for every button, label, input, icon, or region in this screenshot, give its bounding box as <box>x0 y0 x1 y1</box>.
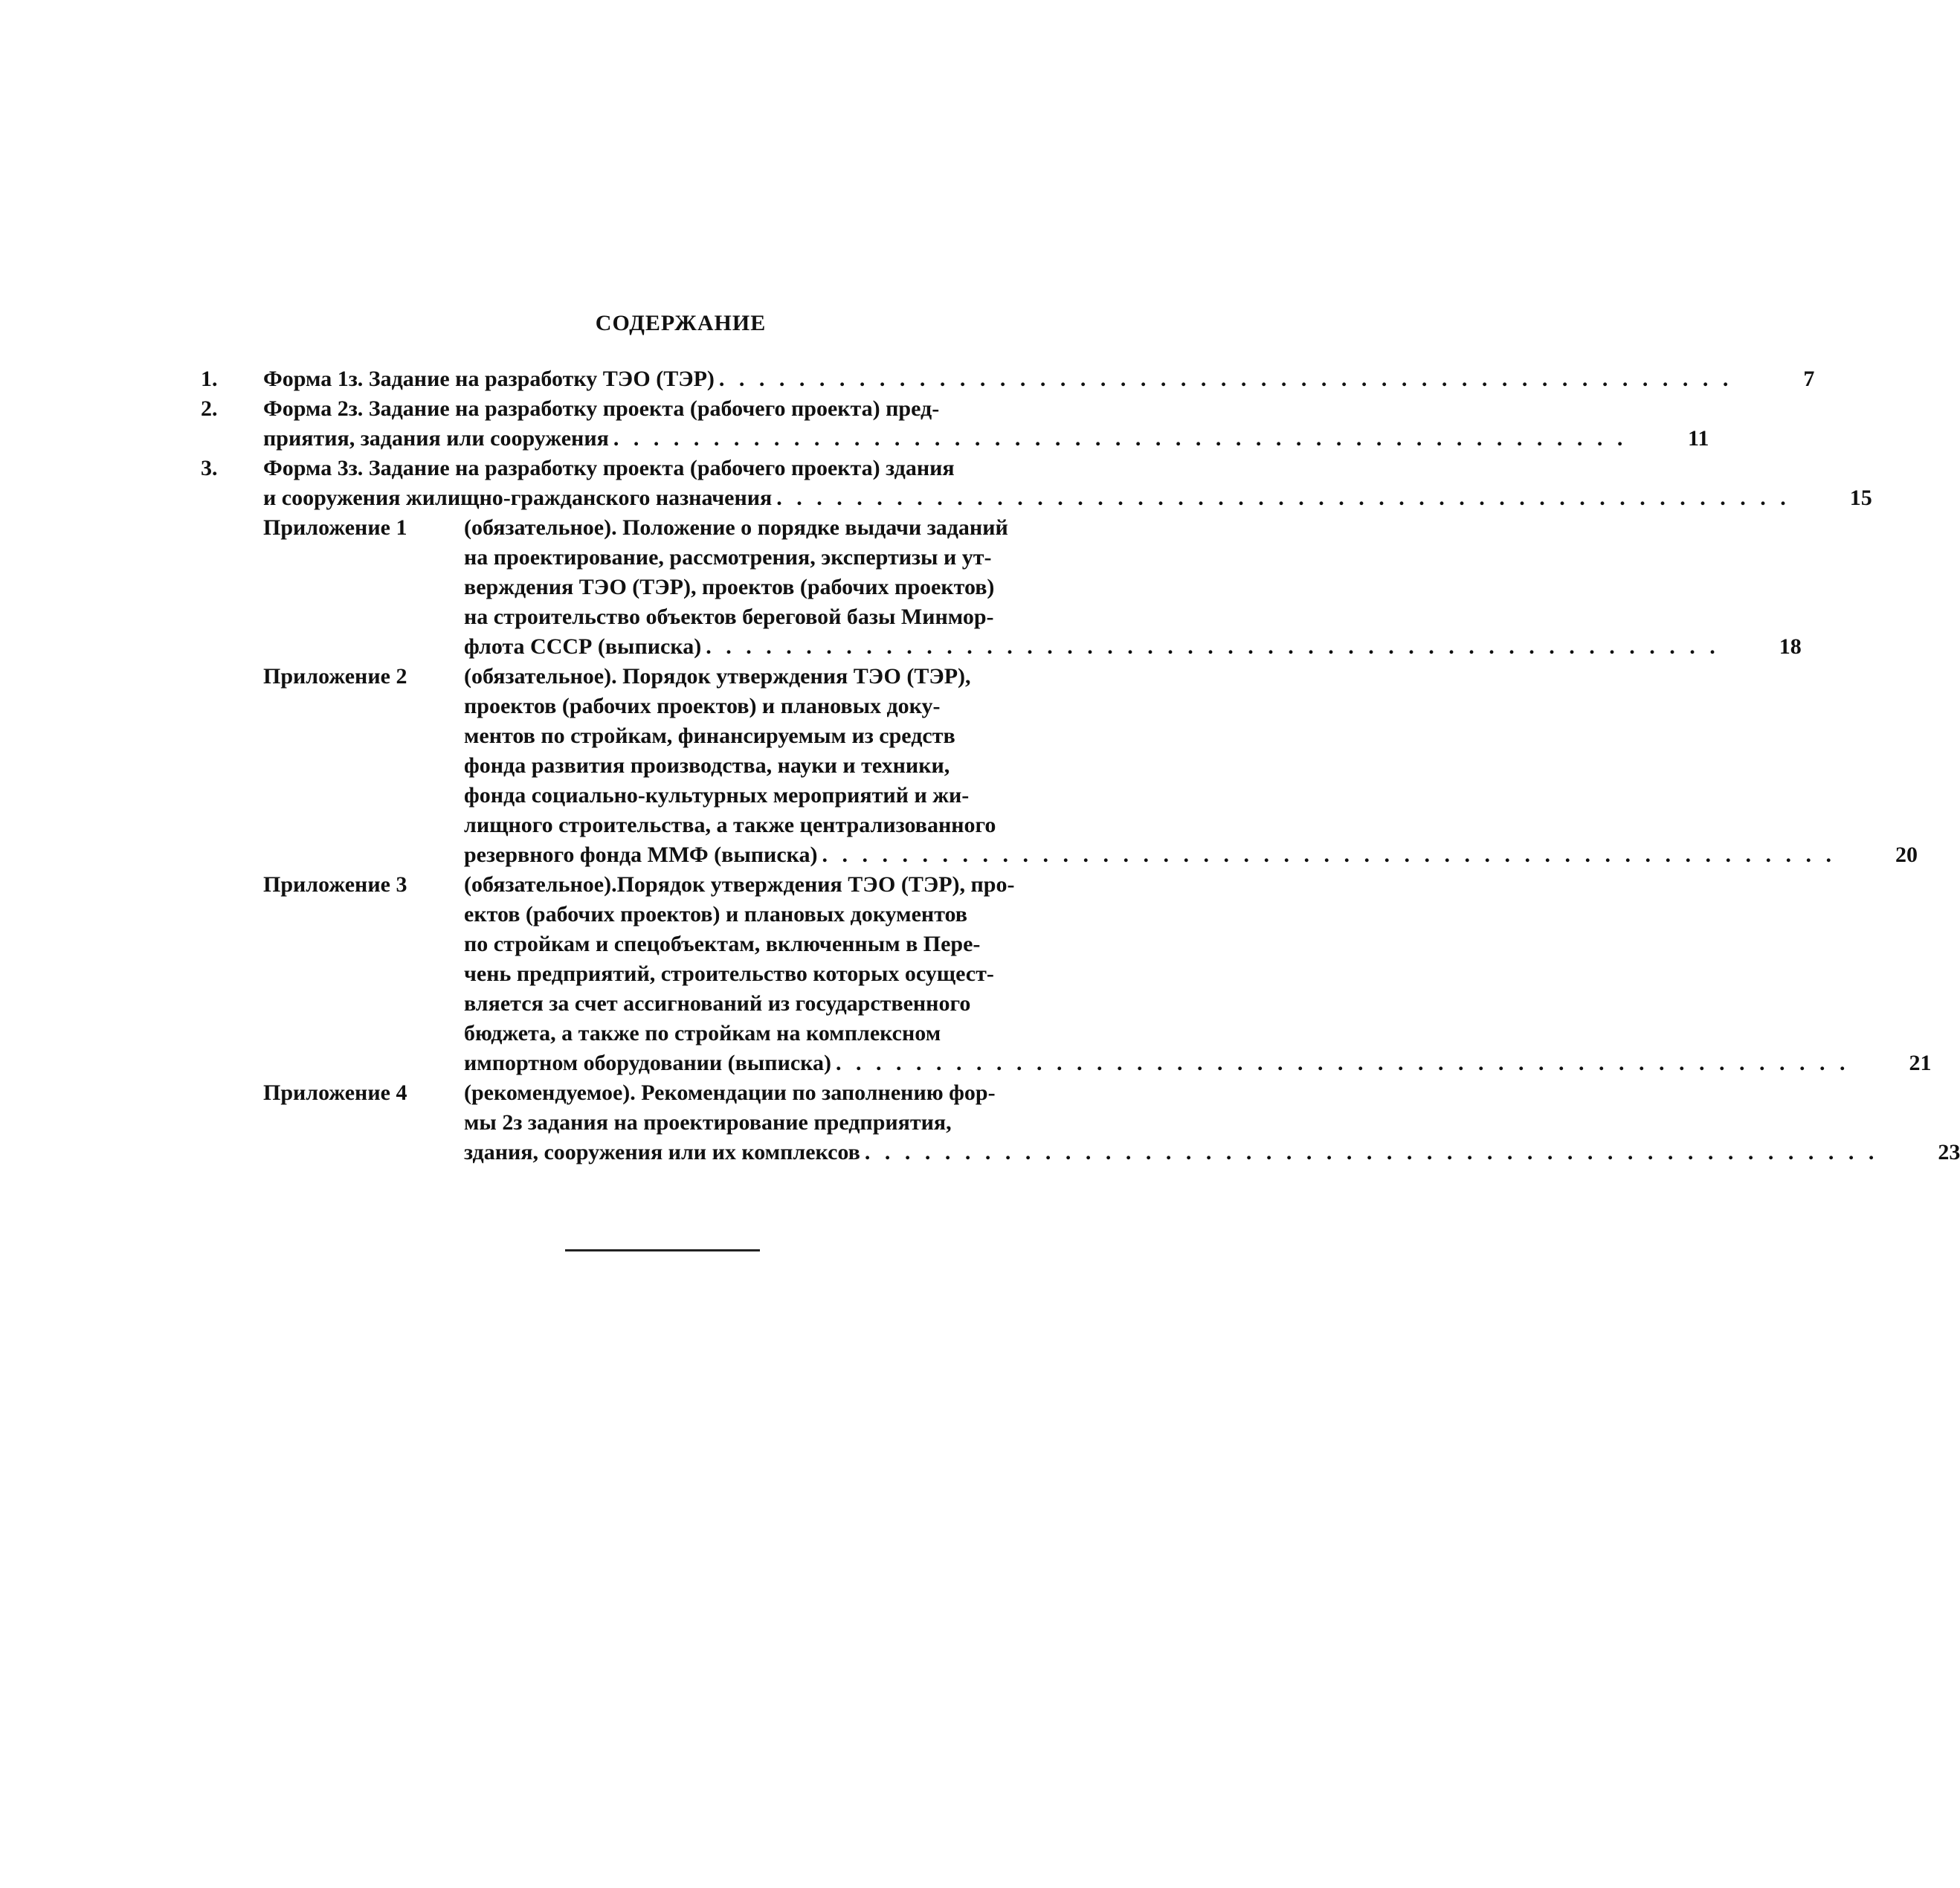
entry-last-line <box>464 1138 1878 1167</box>
dot-leader: . . . . . . . . . . . . . . . . . . . . . . . . . . . . . . . . . . . . . . . . . . . . . . . . . . . <box>822 842 1836 867</box>
page-number: 18 <box>1779 634 1802 659</box>
entry-line: резервного фонда ММФ (выписка) <box>464 842 818 867</box>
page-number: 11 <box>1688 426 1709 451</box>
page-number: 20 <box>1895 842 1918 867</box>
page-number: 7 <box>1803 367 1815 391</box>
entry-line: проектов (рабочих проектов) и плановых доку- <box>464 694 941 718</box>
appendix-label: Приложение 1 <box>263 515 407 540</box>
entry-line: чень предприятий, строительство которых осущест- <box>464 961 994 986</box>
entry-text <box>464 662 1866 870</box>
appendix-label: Приложение 4 <box>263 1080 407 1105</box>
appendix-label: Приложение 3 <box>263 872 407 897</box>
dot-leader: . . . . . . . . . . . . . . . . . . . . . . . . . . . . . . . . . . . . . . . . . . . . . . . . . . . <box>776 486 1790 510</box>
entry-line: (обязательное). Положение о порядке выдачи заданий <box>464 515 1008 540</box>
toc-title: СОДЕРЖАНИЕ <box>595 311 767 335</box>
toc-entry-appendix <box>201 662 1918 870</box>
entry-line: приятия, задания или сооружения <box>263 426 609 451</box>
entry-line: здания, сооружения или их комплексов <box>464 1140 860 1164</box>
entry-line: (обязательное).Порядок утверждения ТЭО (ТЭР), про- <box>464 872 1015 897</box>
toc-entry-appendix <box>201 870 1932 1078</box>
toc-entry-form <box>201 364 1815 394</box>
entry-line: Форма 1з. Задание на разработку ТЭО (ТЭР) <box>263 367 715 391</box>
entry-line: (обязательное). Порядок утверждения ТЭО (ТЭР), <box>464 664 971 689</box>
entry-line: вляется за счет ассигнований из государственного <box>464 991 971 1016</box>
entry-text <box>464 870 1880 1078</box>
entry-line: на проектирование, рассмотрения, экспертизы и ут- <box>464 545 992 570</box>
entry-text <box>263 394 1657 454</box>
entry-line: Форма 3з. Задание на разработку проекта (рабочего проекта) здания <box>263 456 955 480</box>
entry-last-line <box>464 840 1836 870</box>
entry-text <box>263 454 1820 513</box>
dot-leader: . . . . . . . . . . . . . . . . . . . . . . . . . . . . . . . . . . . . . . . . . . . . . . . . . . . <box>613 426 1628 451</box>
entry-line: импортном оборудовании (выписка) <box>464 1051 831 1075</box>
entry-line: фонда развития производства, науки и техники, <box>464 753 950 778</box>
entry-line: по стройкам и спецобъектам, включенным в Пере- <box>464 932 981 956</box>
dot-leader: . . . . . . . . . . . . . . . . . . . . . . . . . . . . . . . . . . . . . . . . . . . . . . . . . . . <box>718 367 1733 391</box>
table-of-contents <box>201 364 1960 1167</box>
entry-line: и сооружения жилищно-гражданского назначения <box>263 486 773 510</box>
entry-number: 1. <box>201 367 218 391</box>
entry-line: Форма 2з. Задание на разработку проекта (рабочего проекта) пред- <box>263 396 940 421</box>
appendix-label: Приложение 2 <box>263 664 407 689</box>
entry-last-line <box>263 483 1790 513</box>
entry-last-line <box>464 1048 1850 1078</box>
entry-text <box>464 1078 1908 1167</box>
dot-leader: . . . . . . . . . . . . . . . . . . . . . . . . . . . . . . . . . . . . . . . . . . . . . . . . . . . <box>706 634 1720 659</box>
entry-text <box>263 364 1762 394</box>
page-number: 21 <box>1909 1051 1932 1075</box>
entry-line: мы 2з задания на проектирование предприятия, <box>464 1110 952 1135</box>
entry-line: лищного строительства, а также централизованного <box>464 813 996 837</box>
page-number: 23 <box>1938 1140 1960 1164</box>
toc-entry-form <box>201 394 1709 454</box>
entry-number: 3. <box>201 456 218 480</box>
page-number: 15 <box>1849 486 1872 510</box>
entry-line: фонда социально-культурных мероприятий и жи- <box>464 783 970 808</box>
entry-line: (рекомендуемое). Рекомендации по заполнению фор- <box>464 1080 996 1105</box>
entry-line: бюджета, а также по стройкам на комплексном <box>464 1021 941 1046</box>
entry-number: 2. <box>201 396 218 421</box>
entry-line: ектов (рабочих проектов) и плановых документов <box>464 902 967 927</box>
dot-leader: . . . . . . . . . . . . . . . . . . . . . . . . . . . . . . . . . . . . . . . . . . . . . . . . . . . <box>864 1140 1879 1164</box>
toc-entry-form <box>201 454 1872 513</box>
dot-leader: . . . . . . . . . . . . . . . . . . . . . . . . . . . . . . . . . . . . . . . . . . . . . . . . . . . <box>836 1051 1850 1075</box>
toc-entry-appendix <box>201 513 1802 662</box>
entry-line: на строительство объектов береговой базы Минмор- <box>464 605 994 629</box>
toc-entry-appendix <box>201 1078 1960 1167</box>
entry-line: флота СССР (выписка) <box>464 634 702 659</box>
entry-last-line <box>464 632 1720 662</box>
entry-line: верждения ТЭО (ТЭР), проектов (рабочих проектов) <box>464 575 995 599</box>
entry-last-line <box>263 424 1627 454</box>
entry-text <box>464 513 1750 662</box>
entry-last-line <box>263 364 1732 394</box>
closing-rule <box>565 1249 760 1251</box>
entry-line: ментов по стройкам, финансируемым из средств <box>464 724 955 748</box>
